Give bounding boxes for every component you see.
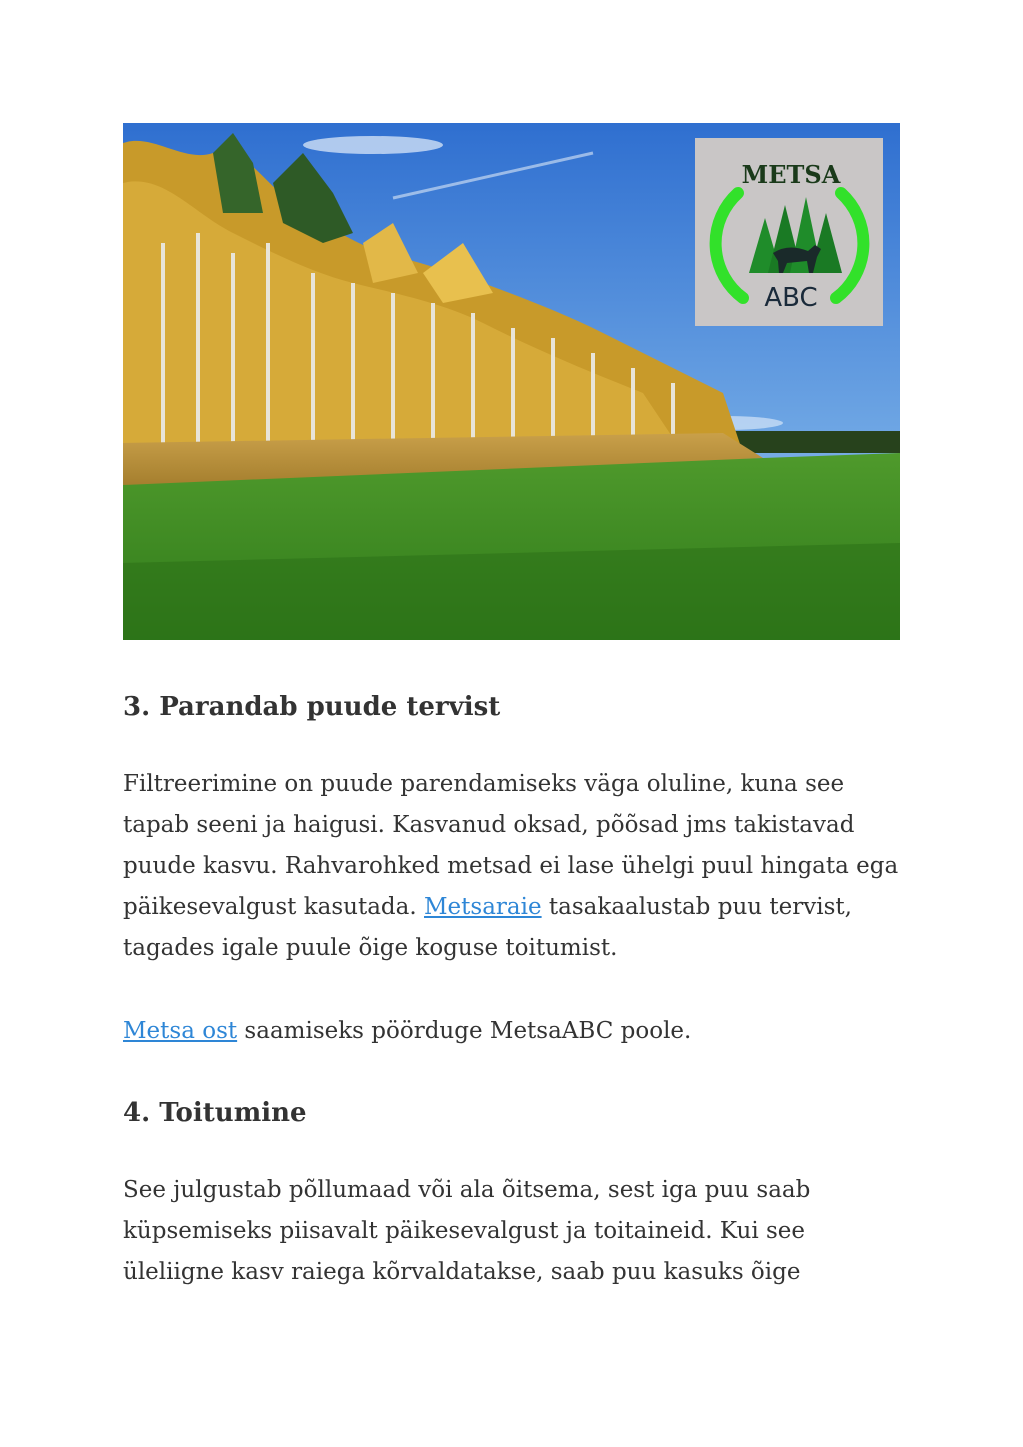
section-4-heading: 4. Toitumine [123,1098,307,1128]
logo-top-text: METSA [741,160,841,189]
metsa-abc-logo [695,138,883,326]
logo-bottom-text: ABC [764,283,818,313]
metsa-ost-link[interactable]: Metsa ost [123,1018,238,1044]
forest-scene-illustration [123,123,900,640]
metsaraie-link[interactable]: Metsaraie [424,894,542,920]
paragraph-text: tasakaalustab puu tervist, tagades igale puule õige koguse toitumist. [123,894,852,961]
section-3-paragraph [123,764,903,969]
paragraph-text: Filtreerimine on puude parendamiseks väga oluline, kuna see tapab seeni ja haigusi. Kasvanud oksad, põõsad jms takistavad puude kasvu. Rahvarohked metsad ei lase ühelgi puul hingata ega päikesevalgust kasutada. [123,771,899,920]
forest-field-photo [123,123,900,640]
section-4-paragraph: See julgustab põllumaad või ala õitsema, sest iga puu saab küpsemiseks piisavalt päikesevalgust ja toitaineid. Kui see üleliigne kasv raiega kõrvaldatakse, saab puu kasuks õige [123,1177,811,1285]
paragraph-text: saamiseks pöörduge MetsaABC poole. [237,1018,692,1044]
metsa-ost-paragraph [123,1011,903,1052]
article-content [123,680,903,1293]
section-3-heading: 3. Parandab puude tervist [123,692,501,722]
